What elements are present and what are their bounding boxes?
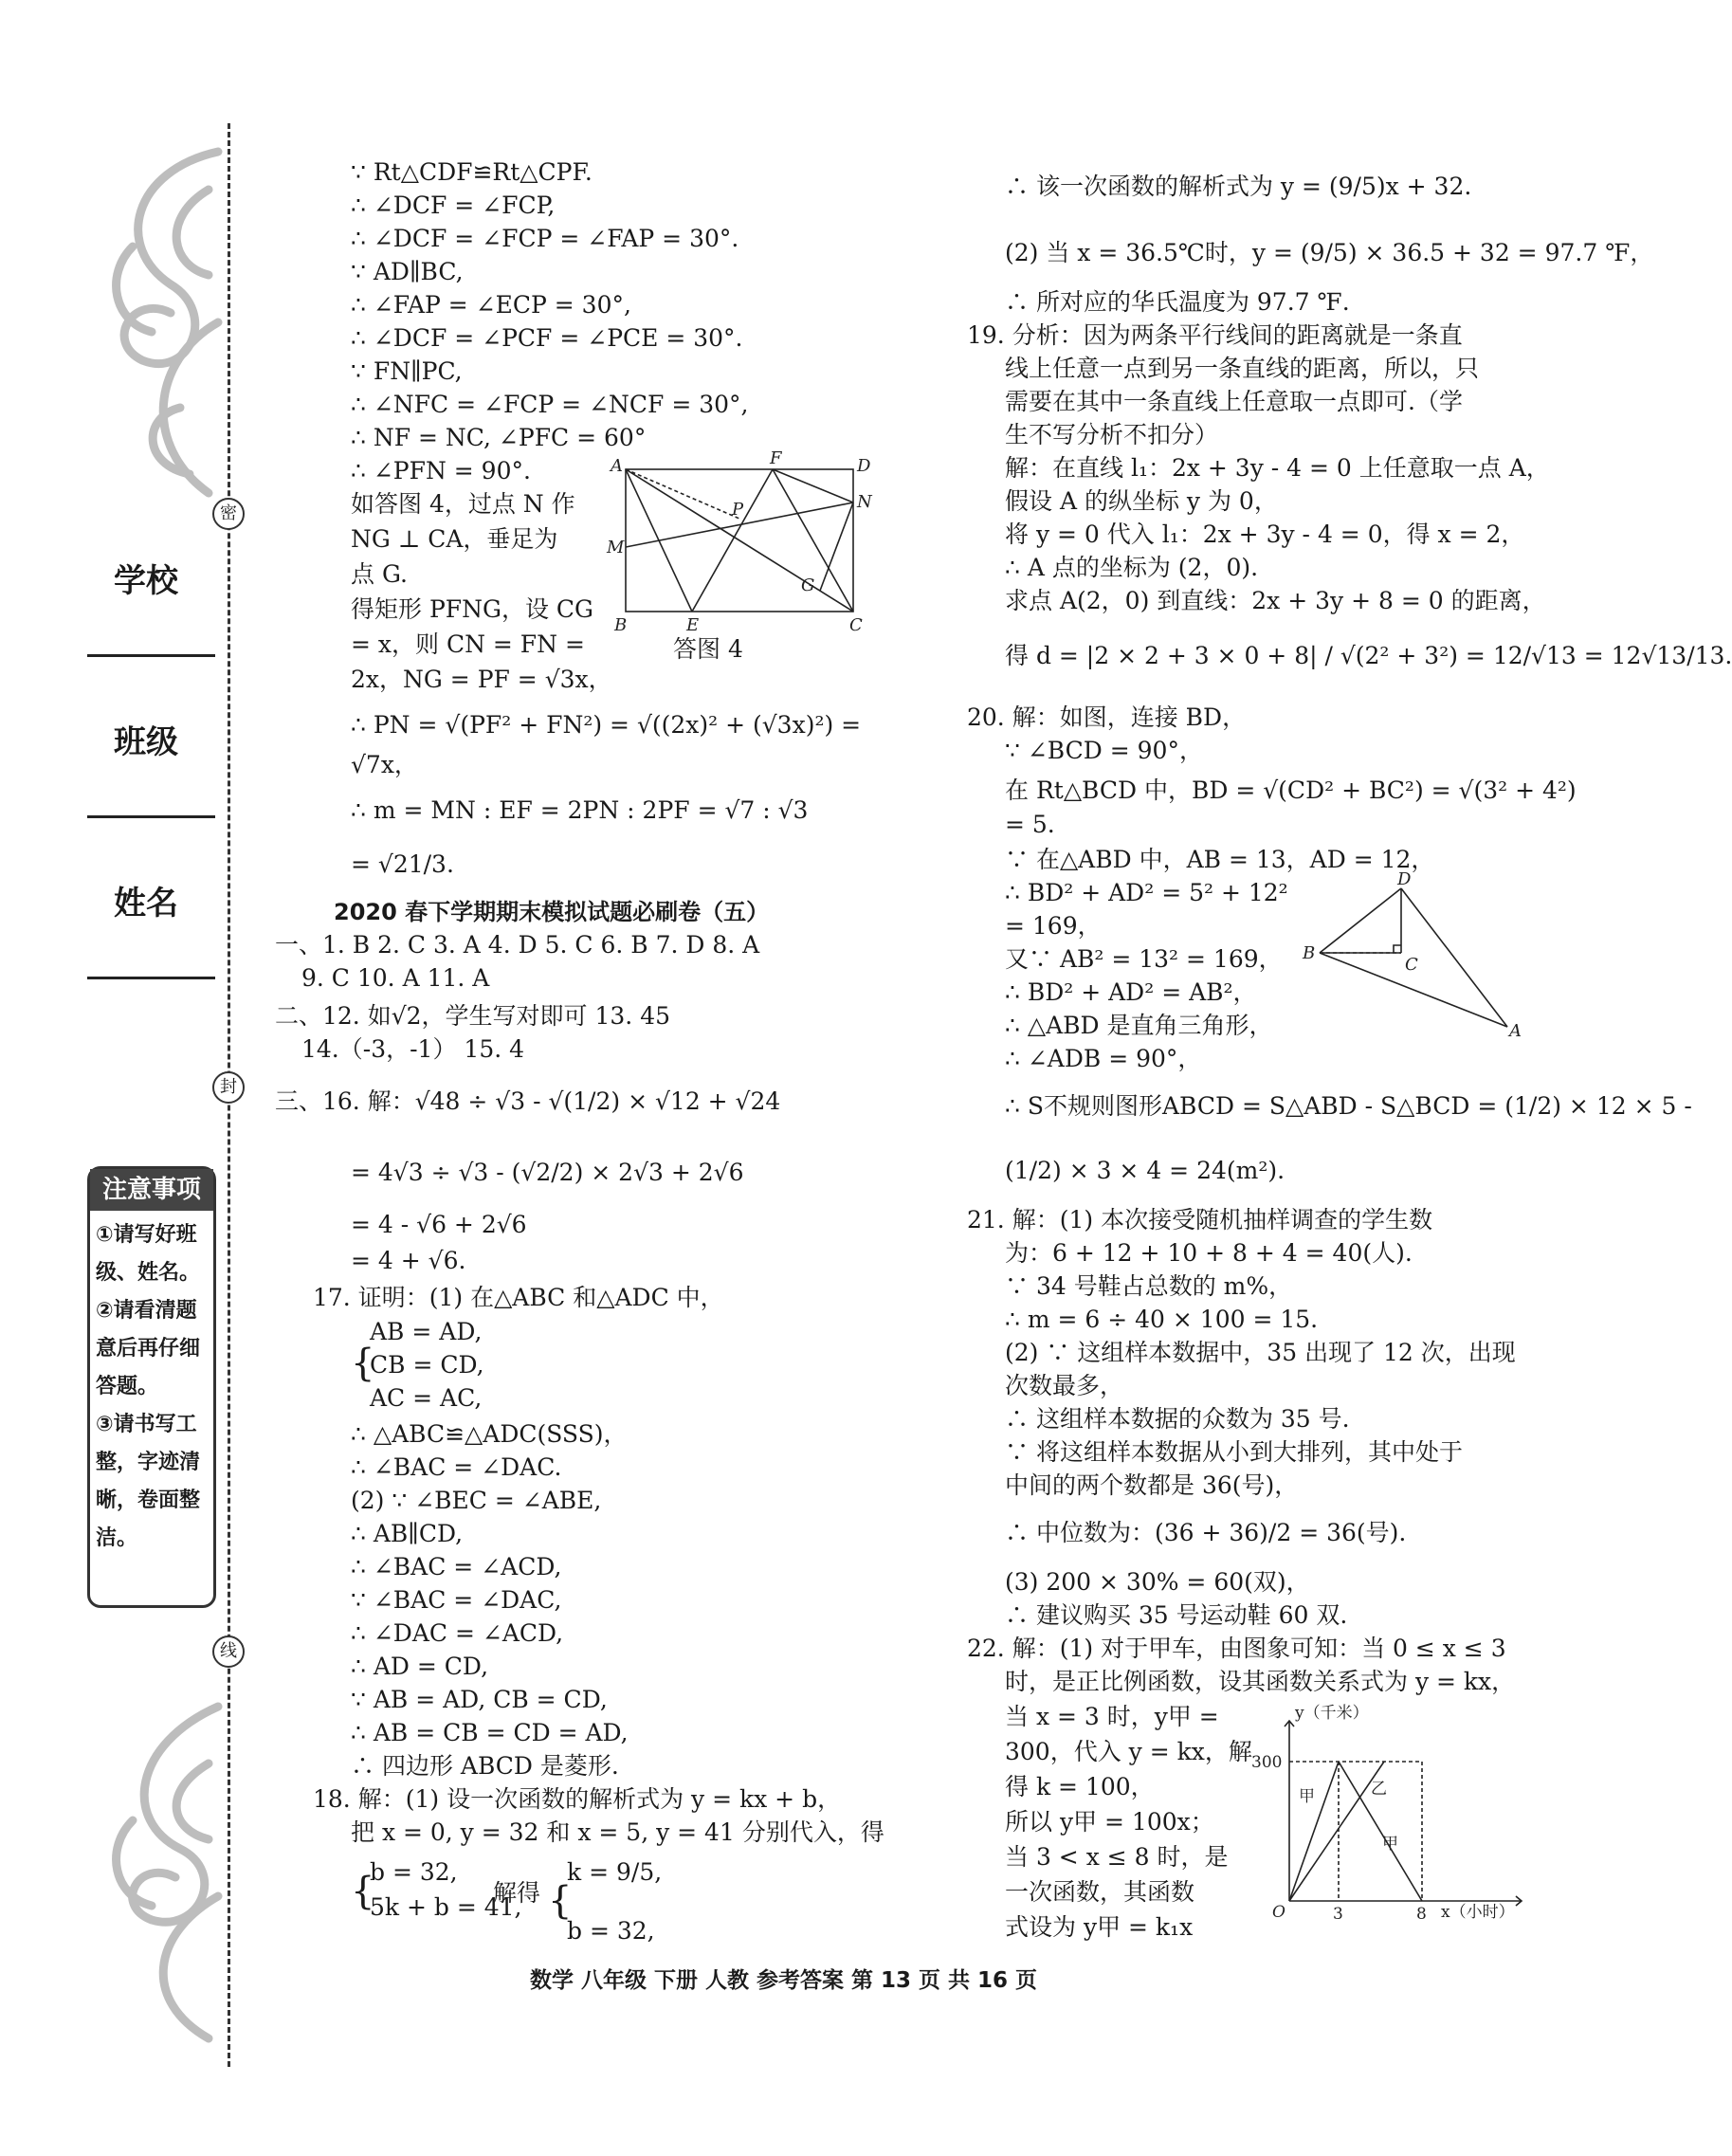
- text-line: ∴ ∠NFC = ∠FCP = ∠NCF = 30°,: [351, 391, 749, 418]
- fig4-label: P: [732, 500, 744, 520]
- text-line: ∴ ∠DCF = ∠FCP = ∠FAP = 30°.: [351, 225, 739, 252]
- text-line: ∴ AD = CD,: [351, 1653, 489, 1680]
- text-line: 解：在直线 l₁：2x + 3y - 4 = 0 上任意取一点 A，: [1005, 454, 1550, 482]
- graph-origin: O: [1272, 1903, 1285, 1922]
- text-line: 为：6 + 12 + 10 + 8 + 4 = 40(人).: [1005, 1239, 1413, 1267]
- graph-y-label: y（千米）: [1295, 1704, 1369, 1723]
- text-line: ∵ ∠BCD = 90°，: [1005, 737, 1203, 764]
- notice-line: 整，字迹清: [96, 1451, 201, 1474]
- fig20-label: B: [1303, 943, 1316, 963]
- text-line: 在 Rt△BCD 中，BD = √(CD² + BC²) = √(3² + 4²): [1005, 777, 1577, 804]
- text-line: 当 3 < x ≤ 8 时，是: [1005, 1843, 1229, 1871]
- notice-title: 注意事项: [90, 1169, 213, 1211]
- text-line: b = 32,: [370, 1858, 458, 1886]
- text-line: NG ⊥ CA，垂足为: [351, 525, 558, 553]
- text-line: (3) 200 × 30% = 60(双)，: [1005, 1568, 1310, 1596]
- name-field[interactable]: [87, 977, 215, 979]
- decorative-swirl-top: [76, 133, 237, 516]
- text-line: ∵ FN∥PC,: [351, 357, 463, 385]
- text-line: ∵ ∠BAC = ∠DAC,: [351, 1586, 562, 1614]
- text-line: 中间的两个数都是 36(号)，: [1005, 1471, 1299, 1499]
- fig20-label: C: [1405, 955, 1418, 975]
- text-line: ∵ AD∥BC,: [351, 258, 464, 285]
- text-line: 19. 分析：因为两条平行线间的距离就是一条直: [967, 321, 1463, 349]
- text-line: 得 k = 100，: [1005, 1773, 1155, 1800]
- text-line: 得矩形 PFNG，设 CG: [351, 595, 594, 623]
- text-line: b = 32,: [567, 1917, 655, 1945]
- text-line: ∵ 34 号鞋占总数的 m%，: [1005, 1272, 1293, 1300]
- text-line: 2x，NG = PF = √3x，: [351, 666, 612, 693]
- text-line: ∴ ∠DAC = ∠ACD,: [351, 1619, 564, 1647]
- text-line: ∴ ∠ADB = 90°，: [1005, 1045, 1202, 1072]
- text-line: 解得: [493, 1879, 541, 1907]
- decorative-swirl-bottom: [76, 1688, 237, 2052]
- text-line: (2) ∵ 这组样本数据中，35 出现了 12 次，出现: [1005, 1339, 1516, 1366]
- text-line: ∴ BD² + AD² = AB²，: [1005, 978, 1257, 1006]
- graph-y-tick: 300: [1251, 1753, 1283, 1772]
- text-line: = 4 - √6 + 2√6: [351, 1211, 527, 1238]
- text-line: 20. 解：如图，连接 BD，: [967, 703, 1247, 731]
- text-line: 一、1. B 2. C 3. A 4. D 5. C 6. B 7. D 8. A: [275, 931, 760, 959]
- text-line: 次数最多，: [1005, 1372, 1124, 1399]
- fig4-label: A: [611, 456, 623, 476]
- text-line: 点 G.: [351, 560, 408, 588]
- graph-x-tick: 8: [1416, 1905, 1427, 1924]
- text-line: = √21/3.: [351, 850, 454, 878]
- text-line: 三、16. 解：√48 ÷ √3 - √(1/2) × √12 + √24: [275, 1087, 781, 1115]
- notice-line: 意后再仔细: [96, 1337, 201, 1361]
- text-line: 5k + b = 41,: [370, 1893, 522, 1921]
- notice-line: ③请书写工: [96, 1413, 197, 1436]
- text-line: ∵ AB = AD, CB = CD,: [351, 1686, 608, 1713]
- text-line: 需要在其中一条直线上任意取一点即可.（学: [1005, 388, 1463, 415]
- exam-title: 2020 春下学期期末模拟试题必刷卷（五）: [334, 899, 770, 925]
- text-line: 9. C 10. A 11. A: [301, 964, 490, 992]
- text-line: ∴ m = 6 ÷ 40 × 100 = 15.: [1005, 1306, 1319, 1333]
- text-line: ∴ 中位数为：(36 + 36)/2 = 36(号).: [1005, 1519, 1407, 1546]
- text-line: 将 y = 0 代入 l₁：2x + 3y - 4 = 0，得 x = 2，: [1005, 521, 1525, 548]
- text-line: 18. 解：(1) 设一次函数的解析式为 y = kx + b，: [313, 1785, 842, 1813]
- fig4-caption: 答图 4: [673, 635, 743, 663]
- notice-line: ①请写好班: [96, 1223, 197, 1247]
- name-label: 姓名: [114, 885, 178, 923]
- text-line: = 5.: [1005, 811, 1055, 838]
- figure-4: [607, 450, 872, 668]
- text-line: 所以 y甲 = 100x；: [1005, 1808, 1214, 1836]
- seal-feng: 封: [212, 1071, 245, 1104]
- fig4-label: C: [849, 615, 863, 635]
- fig4-label: M: [607, 538, 625, 557]
- text-line: ∴ AB = CB = CD = AD,: [351, 1719, 629, 1746]
- fig4-label: G: [801, 576, 815, 595]
- text-line: ∴ PN = √(PF² + FN²) = √((2x)² + (√3x)²) =: [351, 711, 862, 739]
- school-label: 学校: [114, 562, 178, 600]
- text-line: AB = AD,: [370, 1318, 483, 1345]
- brace: {: [351, 1342, 375, 1385]
- fig4-label: D: [857, 456, 871, 476]
- fig4-label: B: [614, 615, 628, 635]
- text-line: 一次函数，其函数: [1005, 1878, 1195, 1906]
- text-line: ∴ ∠BAC = ∠DAC.: [351, 1453, 562, 1481]
- fig4-label: F: [770, 448, 782, 468]
- text-line: 求点 A(2，0) 到直线：2x + 3y + 8 = 0 的距离，: [1005, 587, 1546, 614]
- notice-line: 级、姓名。: [96, 1261, 201, 1285]
- text-line: = x，则 CN = FN =: [351, 630, 585, 658]
- class-label: 班级: [114, 723, 178, 761]
- text-line: 时，是正比例函数，设其函数关系式为 y = kx，: [1005, 1668, 1516, 1695]
- text-line: 把 x = 0, y = 32 和 x = 5, y = 41 分别代入，得: [351, 1818, 884, 1846]
- text-line: (2) ∵ ∠BEC = ∠ABE,: [351, 1487, 602, 1514]
- text-line: 14.（-3，-1） 15. 4: [301, 1035, 525, 1063]
- text-line: 17. 证明：(1) 在△ABC 和△ADC 中，: [313, 1284, 724, 1311]
- text-line: ∴ NF = NC, ∠PFC = 60°: [351, 424, 647, 451]
- text-line: ∴ ∠DCF = ∠FCP,: [351, 192, 556, 219]
- text-line: ∵ Rt△CDF≌Rt△CPF.: [351, 158, 593, 186]
- text-line: √7x，: [351, 751, 418, 778]
- fig4-label: N: [857, 492, 872, 512]
- text-line: ∴ ∠DCF = ∠PCF = ∠PCE = 30°.: [351, 324, 743, 352]
- class-field[interactable]: [87, 815, 215, 818]
- text-line: 300，代入 y = kx，解: [1005, 1738, 1252, 1765]
- school-field[interactable]: [87, 654, 215, 657]
- text-line: AC = AC,: [370, 1384, 483, 1412]
- text-line: k = 9/5,: [567, 1858, 663, 1886]
- notice-line: ②请看清题: [96, 1299, 197, 1323]
- text-line: 如答图 4，过点 N 作: [351, 490, 575, 518]
- graph-x-label: x（小时）: [1441, 1903, 1515, 1922]
- text-line: ∵ 在△ABD 中，AB = 13，AD = 12，: [1005, 846, 1435, 873]
- brace: {: [351, 1870, 375, 1913]
- fig20-label: A: [1509, 1021, 1522, 1041]
- text-line: ∴ A 点的坐标为 (2，0).: [1005, 554, 1259, 581]
- seal-mi: 密: [212, 498, 245, 530]
- text-line: ∴ △ABC≌△ADC(SSS)，: [351, 1420, 628, 1448]
- text-line: CB = CD,: [370, 1351, 484, 1379]
- fig20-label: D: [1397, 869, 1412, 889]
- text-line: ∴ ∠PFN = 90°.: [351, 457, 531, 484]
- text-line: 二、12. 如√2，学生写对即可 13. 45: [275, 1002, 671, 1030]
- figure-20: [1299, 869, 1526, 1041]
- text-line: (2) 当 x = 36.5℃时，y = (9/5) × 36.5 + 32 = 97.7 ℉，: [1005, 239, 1654, 266]
- notice-line: 洁。: [96, 1526, 138, 1550]
- graph-series-label: 甲: [1382, 1835, 1398, 1854]
- graph-x-tick: 3: [1333, 1905, 1343, 1924]
- text-line: ∴ 四边形 ABCD 是菱形.: [351, 1752, 619, 1780]
- text-line: ∴ S不规则图形ABCD = S△ABD - S△BCD = (1/2) × 12 × 5 -: [1005, 1092, 1692, 1120]
- text-line: 21. 解：(1) 本次接受随机抽样调查的学生数: [967, 1206, 1433, 1233]
- graph-series-label: 乙: [1371, 1780, 1387, 1799]
- text-line: 得 d = |2 × 2 + 3 × 0 + 8| / √(2² + 3²) = 12/√13 = 12√13/13.: [1005, 642, 1732, 669]
- text-line: ∴ 建议购买 35 号运动鞋 60 双.: [1005, 1601, 1348, 1629]
- notice-box: [87, 1166, 216, 1608]
- seal-xian: 线: [212, 1635, 245, 1668]
- text-line: 线上任意一点到另一条直线的距离，所以，只: [1005, 355, 1480, 382]
- text-line: = 169，: [1005, 912, 1102, 940]
- text-line: ∴ ∠FAP = ∠ECP = 30°,: [351, 291, 631, 319]
- text-line: ∴ BD² + AD² = 5² + 12²: [1005, 879, 1288, 906]
- graph-22: [1251, 1704, 1536, 1925]
- text-line: 又∵ AB² = 13² = 169，: [1005, 945, 1283, 973]
- graph-series-label: 甲: [1299, 1787, 1315, 1806]
- text-line: ∴ ∠BAC = ∠ACD,: [351, 1553, 562, 1580]
- text-line: ∴ 该一次函数的解析式为 y = (9/5)x + 32.: [1005, 173, 1472, 200]
- text-line: (1/2) × 3 × 4 = 24(m²).: [1005, 1157, 1285, 1184]
- text-line: 生不写分析不扣分）: [1005, 421, 1219, 448]
- text-line: 当 x = 3 时，y甲 =: [1005, 1703, 1219, 1730]
- text-line: ∴ m = MN : EF = 2PN : 2PF = √7 : √3: [351, 796, 809, 824]
- text-line: 22. 解：(1) 对于甲车，由图象可知：当 0 ≤ x ≤ 3: [967, 1635, 1506, 1662]
- page-footer: 数学 八年级 下册 人教 参考答案 第 13 页 共 16 页: [529, 1968, 1038, 1993]
- notice-line: 晰，卷面整: [96, 1489, 201, 1512]
- text-line: ∵ 将这组样本数据从小到大排列，其中处于: [1005, 1438, 1463, 1466]
- text-line: 假设 A 的纵坐标 y 为 0，: [1005, 487, 1278, 515]
- brace: {: [548, 1879, 573, 1923]
- text-line: ∴ AB∥CD,: [351, 1520, 464, 1547]
- notice-line: 答题。: [96, 1375, 159, 1398]
- text-line: = 4√3 ÷ √3 - (√2/2) × 2√3 + 2√6: [351, 1159, 744, 1186]
- text-line: ∴ △ABD 是直角三角形，: [1005, 1012, 1273, 1039]
- text-line: 式设为 y甲 = k₁x: [1005, 1913, 1194, 1941]
- fig4-label: E: [686, 615, 700, 635]
- text-line: ∴ 这组样本数据的众数为 35 号.: [1005, 1405, 1350, 1433]
- text-line: = 4 + √6.: [351, 1247, 466, 1274]
- text-line: ∴ 所对应的华氏温度为 97.7 ℉.: [1005, 288, 1350, 316]
